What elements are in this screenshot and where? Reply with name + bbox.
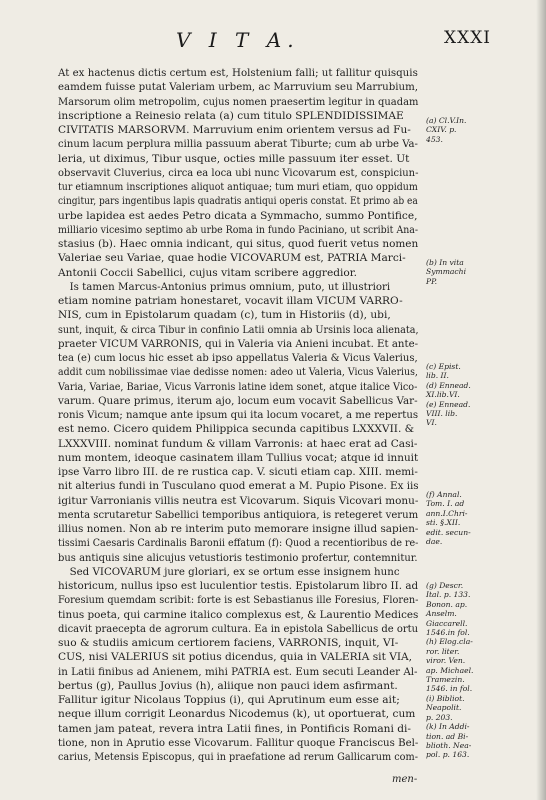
margin-note-line: Ital. p. 133. <box>426 590 471 600</box>
margin-note <box>426 116 522 144</box>
text-line: Fallitur igitur Nicolaus Toppius (i), qui Aprutinum eum esse ait; <box>58 694 400 706</box>
text-line: Valeriae seu Variae, quae hodie VICOVARUM est, PATRIA Marci- <box>58 252 406 265</box>
text-line: Marsorum olim metropolim, cujus nomen praesertim legitur in quadam <box>58 95 419 108</box>
margin-note-line: PP. <box>426 276 438 286</box>
catchword: men- <box>392 774 418 785</box>
text-line: Sed VICOVARUM jure gloriari, ex se ortum esse insignem hunc <box>69 565 400 578</box>
margin-note-line: viror. Ven. <box>426 656 466 666</box>
text-line: stasius (b). Haec omnia indicant, qui situs, quod fuerit vetus nomen <box>58 238 419 250</box>
text-line: illius nomen. Non ab re interim puto memorare insigne illud sapien- <box>58 523 419 535</box>
margin-note-line: Symmachi <box>426 267 466 277</box>
text-line: neque illum corrigit Leonardus Nicodemus (k), ut oportuerat, cum <box>58 708 416 721</box>
margin-note-line: VI. <box>426 418 437 428</box>
margin-note-line: blioth. Nea- <box>426 740 472 750</box>
text-line: tissimi Caesaris Cardinalis Baronii effatum (f): Quod a recentioribus de re- <box>58 537 419 550</box>
margin-note-line: Tramezin. <box>426 675 465 685</box>
text-line: At ex hactenus dictis certum est, Holstenium falli; ut fallitur quisquis <box>58 67 418 79</box>
margin-note-line: ror. liter. <box>426 646 460 656</box>
page-number: XXXI <box>444 28 492 48</box>
text-line: carius, Metensis Episcopus, qui in praefatione ad rerum Gallicarum com- <box>58 751 418 763</box>
margin-note-line: CXIV. p. <box>426 125 457 135</box>
text-line: cinum lacum perplura millia passuum aberat Tiburte; cum ab urbe Va- <box>58 138 418 151</box>
margin-note-line: (k) In Addi- <box>426 722 470 732</box>
text-line: ronis Vicum; namque ante ipsum qui ita locum vocaret, a me repertus <box>58 409 419 421</box>
text-line: cingitur, pars ingentibus lapis quadratis antiqui operis constat. Et primo ab ea <box>58 195 418 208</box>
text-line: CIVITATIS MARSORVM. Marruvium enim orientem versus ad Fu- <box>58 124 411 136</box>
margin-note-line: (b) In vita <box>426 258 464 267</box>
text-line: LXXXVIII. nominat fundum & villam Varronis: at haec erat ad Casi- <box>58 437 418 450</box>
page-edge-shadow <box>536 0 546 800</box>
text-line: Foresium quemdam scribit: forte is est Sebastianus ille Foresius, Floren- <box>58 594 419 607</box>
text-line: leria, ut diximus, Tibur usque, octies mille passuum iter esset. Ut <box>58 152 410 165</box>
margin-note-line: (d) Ennead. <box>426 380 471 390</box>
margin-note-line: Giaccarell. <box>426 618 468 628</box>
margin-note-line: edit. secun- <box>426 527 471 537</box>
text-line: milliario vicesimo septimo ab urbe Roma in fundo Paciniano, ut scribit Ana- <box>58 223 419 236</box>
running-title: V I T A. <box>176 28 300 52</box>
text-line: addit cum nobilissimae viae dedisse nomen: adeo ut Valeria, Vicus Valerius, <box>58 366 418 379</box>
main-text-block <box>58 66 418 764</box>
margin-note-line: Bonon. ap. <box>426 599 468 609</box>
margin-note-line: (h) Elog.cla- <box>426 637 473 647</box>
text-line: praeter VICUM VARRONIS, qui in Valeria via Anieni incubat. Et ante- <box>58 337 419 350</box>
margin-note-line: dae. <box>426 537 443 547</box>
text-line: tur etiamnum inscriptiones aliquot antiquae; tum muri etiam, quo oppidum <box>58 181 418 193</box>
text-line: est nemo. Cicero quidem Philippica secunda capitibus LXXXVII. & <box>58 423 415 436</box>
margin-note-line: 1546.in fol. <box>426 628 470 638</box>
margin-note-line: Neapolit. <box>426 703 462 713</box>
marginal-notes <box>426 0 526 800</box>
margin-note-line: Anselm. <box>426 609 457 619</box>
margin-note-line: 453. <box>426 134 443 144</box>
text-line: tinus poeta, qui carmine italico complexus est, & Laurentio Medices <box>58 608 419 621</box>
margin-note-line: 1546. in fol. <box>426 684 473 694</box>
text-line: Varia, Variae, Bariae, Vicus Varronis latine idem sonet, atque italice Vico- <box>58 380 418 393</box>
margin-note-line: pol. p. 163. <box>426 750 470 760</box>
text-line: nit alterius fundi in Tusculano quod emerat a M. Pupio Pisone. Ex iis <box>58 480 419 493</box>
margin-note-line: ann.I.Chri- <box>426 508 468 518</box>
margin-note-line: sti. §.XII. <box>426 518 461 528</box>
margin-note-line: XI.lib.VI. <box>426 390 460 400</box>
margin-note-line: (g) Descr. <box>426 581 464 590</box>
text-line: tea (e) cum locus hic esset ab ipso appellatus Valeria & Vicus Valerius, <box>58 352 418 364</box>
margin-note-line: tion. ad Bi- <box>426 731 469 741</box>
text-line: tamen jam pateat, revera intra Latii fines, in Pontificis Romani di- <box>58 722 412 735</box>
margin-note-line: lib. II. <box>426 371 449 381</box>
text-line: etiam nomine patriam honestaret, vocavit illam VICUM VARRO- <box>58 295 403 307</box>
margin-note-line: Tom. I. ad <box>426 499 465 509</box>
text-line: inscriptione a Reinesio relata (a) cum titulo SPLENDIDISSIMAE <box>58 109 404 122</box>
text-line: dicavit praecepta de agrorum cultura. Ea in epistola Sabellicus de ortu <box>58 622 419 635</box>
margin-note-line: (e) Ennead. <box>426 399 471 409</box>
margin-note-line: (i) Bibliot. <box>426 693 465 703</box>
text-line: menta scrutaretur Sabellici temporibus antiquiora, is retegeret verum <box>58 508 419 521</box>
text-line: historicum, nullus ipso est luculentior testis. Epistolarum libro II. ad <box>58 580 419 592</box>
text-line: Is tamen Marcus-Antonius primus omnium, puto, ut illustriori <box>69 280 391 293</box>
margin-note-line: (f) Annal. <box>426 490 462 499</box>
margin-note <box>426 258 522 286</box>
text-line: CUS, nisi VALERIUS sit potius dicendus, quia in VALERIA sit VIA, <box>58 651 413 664</box>
margin-note-line: VIII. lib. <box>426 409 458 419</box>
text-line: suo & studiis amicum certiorem faciens, VARRONIS, inquit, VI- <box>58 637 399 649</box>
margin-note-line: ap. Michael. <box>426 665 474 675</box>
margin-note <box>426 581 522 760</box>
margin-note-line: p. 203. <box>426 712 453 722</box>
margin-note-line: (c) Epist. <box>426 362 461 371</box>
text-line: tione, non in Aprutio esse Vicovarum. Fallitur quoque Franciscus Bel- <box>58 736 419 749</box>
text-line: observavit Cluverius, circa ea loca ubi nunc Vicovarum est, conspiciun- <box>58 166 419 179</box>
text-line: igitur Varronianis villis neutra est Vicovarum. Siquis Vicovari monu- <box>58 494 419 507</box>
margin-note <box>426 490 522 546</box>
text-line: eamdem fuisse putat Valeriam urbem, ac Marruvium seu Marrubium, <box>58 81 419 94</box>
text-line: sunt, inquit, & circa Tibur in confinio Latii omnia ab Ursinis loca alienata, <box>58 323 419 336</box>
text-line: bus antiquis sine alicujus vetustioris testimonio profertur, contemnitur. <box>58 551 418 564</box>
text-line: varum. Quare primus, iterum ajo, locum eum vocavit Sabellicus Var- <box>58 394 418 407</box>
text-line: num montem, ideoque casinatem illam Tullius vocat; atque id innuit <box>58 451 419 464</box>
text-line: NIS, cum in Epistolarum quadam (c), tum in Historiis (d), ubi, <box>58 309 391 322</box>
text-line: bertus (g), Paullus Jovius (h), aliique non pauci idem asfirmant. <box>58 679 398 692</box>
margin-note-line: (a) Cl.V.In. <box>426 116 467 125</box>
text-line: ipse Varro libro III. de re rustica cap. V. sicuti etiam cap. XIII. memi- <box>58 466 418 478</box>
text-line: urbe lapidea est aedes Petro dicata a Symmacho, summo Pontifice, <box>58 209 418 222</box>
text-line: Antonii Coccii Sabellici, cujus vitam scribere aggredior. <box>58 266 358 279</box>
text-line: in Latii finibus ad Anienem, mihi PATRIA est. Eum secuti Leander Al- <box>58 665 418 678</box>
margin-note <box>426 362 522 428</box>
